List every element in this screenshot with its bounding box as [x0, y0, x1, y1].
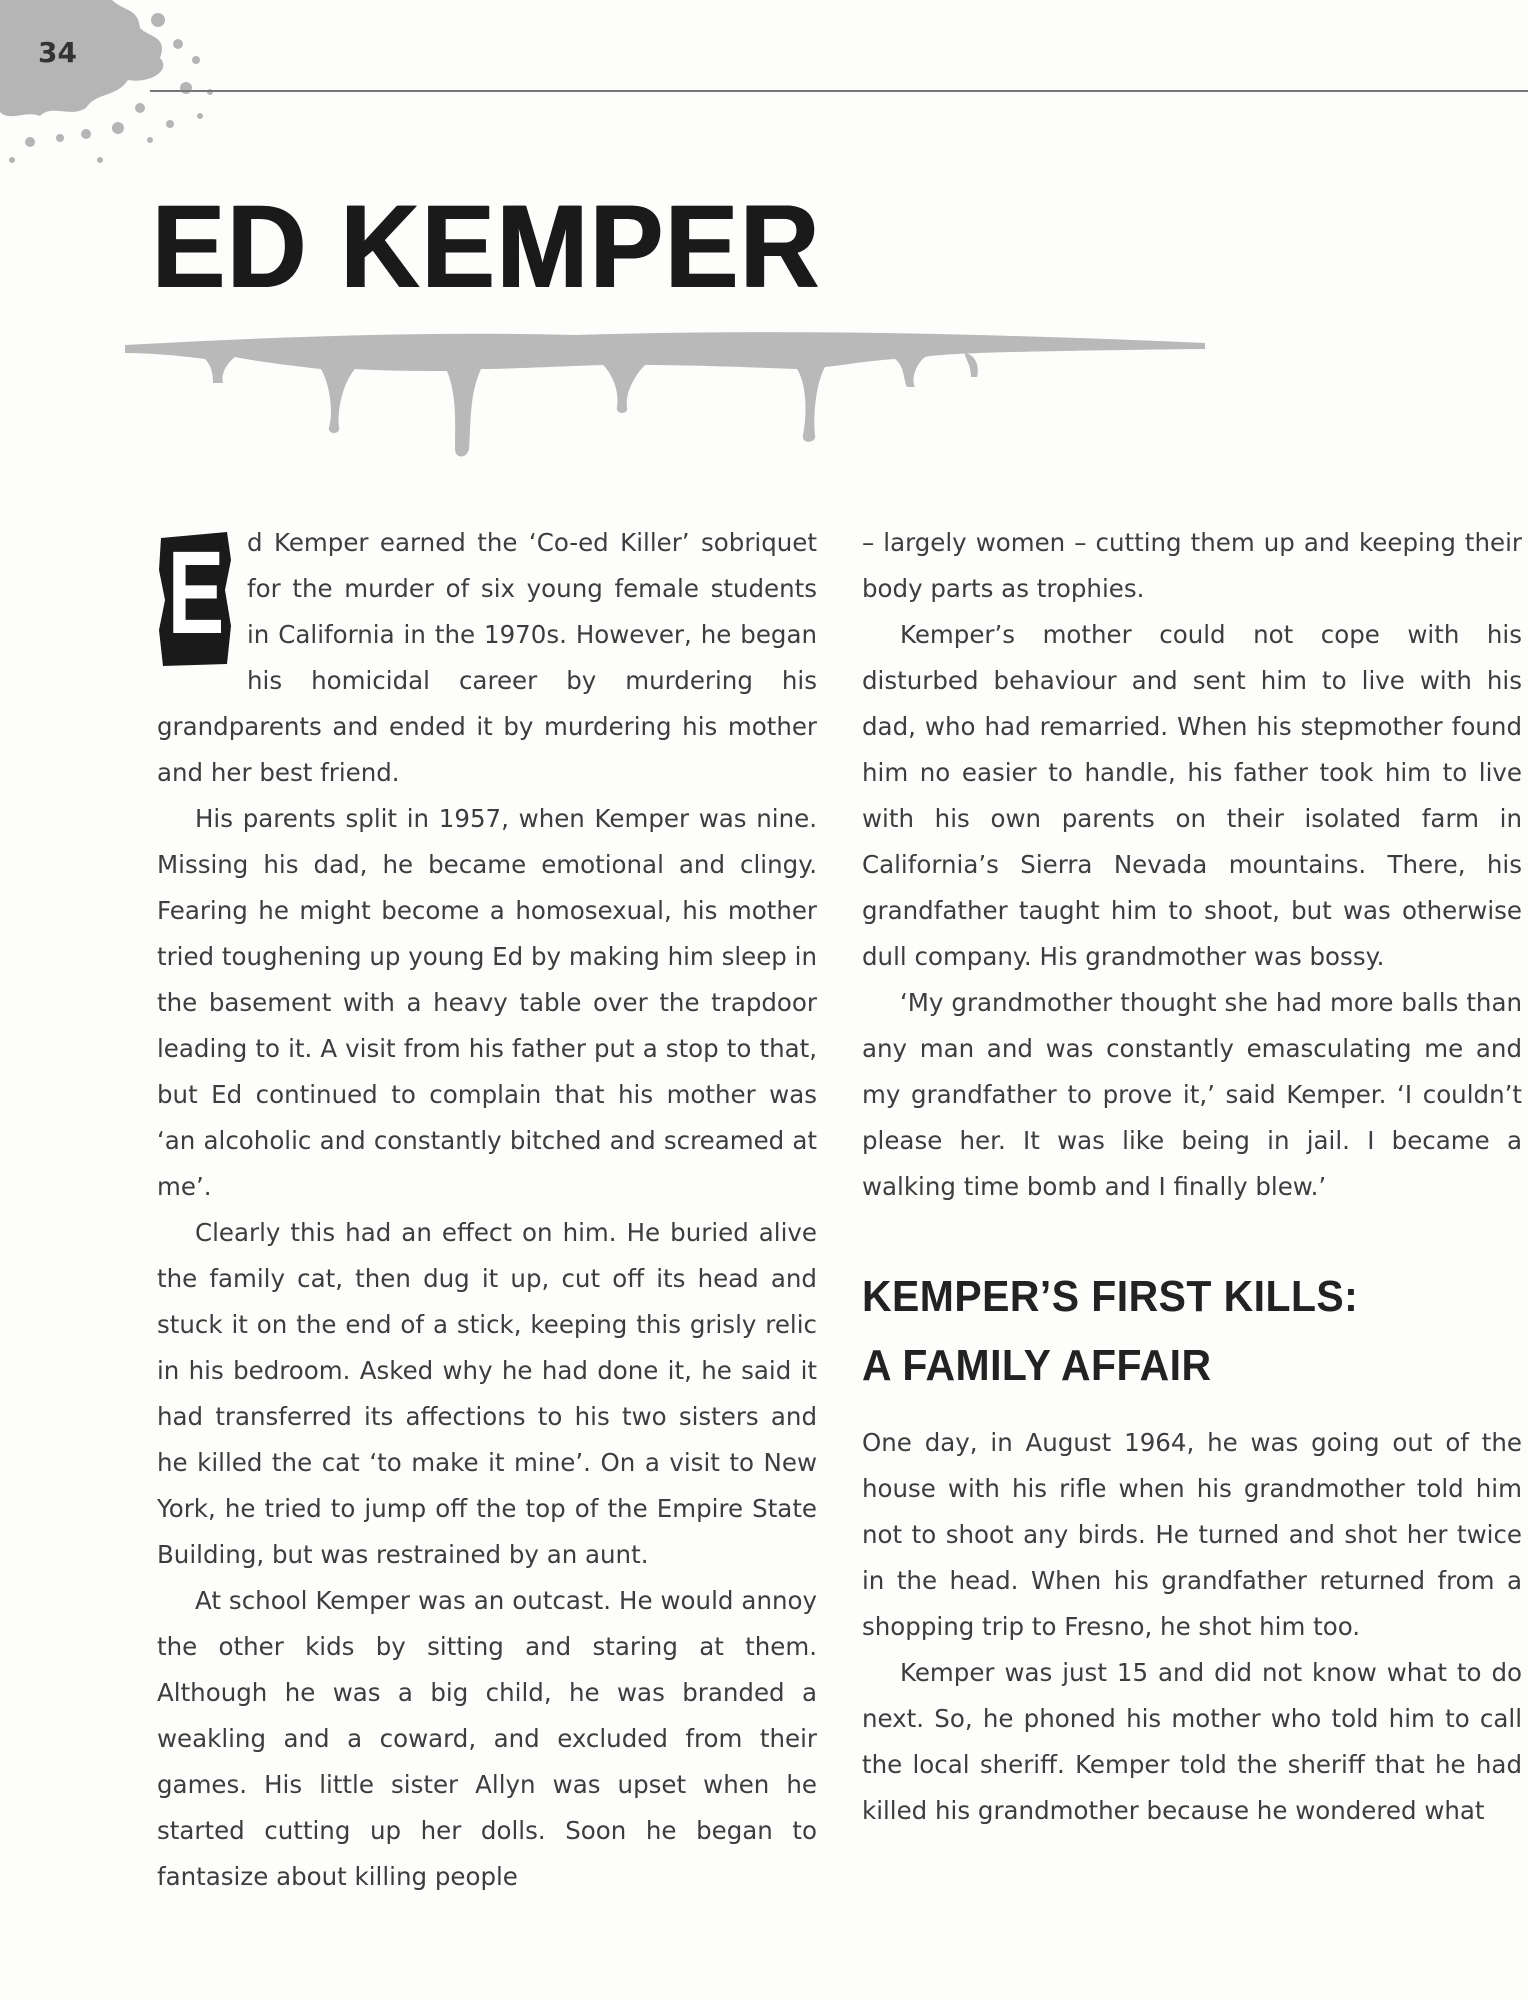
paragraph: Kemper’s mother could not cope with his disturbed behaviour and sent him to live with his dad, who had remarried. When his stepmother found him no easier to handle, his father took him to live with his own parents on their isolated farm in California’s Sierra Nevada mountains. There, his grandfather taught him to shoot, but was otherwise dull company. His grandmother was bossy.: [862, 620, 1522, 971]
paragraph: ‘My grandmother thought she had more balls than any man and was constantly emasculating me and my grandfather to prove it,’ said Kemper. ‘I couldn’t please her. It was like being in jail. I became a walking time bomb and I finally blew.’: [862, 988, 1522, 1201]
section-heading: [862, 1262, 1420, 1400]
drip-shape: [125, 332, 1205, 456]
drip-divider-decoration: [125, 325, 1205, 460]
drop-cap: [157, 527, 233, 668]
paragraph: His parents split in 1957, when Kemper was nine. Missing his dad, he became emotional and clingy. Fearing he might become a homosexual, his mother tried toughening up young Ed by making him sleep in the basement with a heavy table over the trapdoor leading to it. A visit from his father put a stop to that, but Ed continued to complain that his mother was ‘an alcoholic and constantly bitched and screamed at me’.: [157, 804, 817, 1201]
section-heading-line: KEMPER’S FIRST KILLS:: [862, 1272, 1359, 1321]
drop-cap-letter: E: [167, 527, 225, 659]
article-column-left: [157, 520, 817, 1900]
header-rule: [150, 90, 1528, 92]
section-heading-line: A FAMILY AFFAIR: [862, 1341, 1212, 1390]
paragraph: Clearly this had an effect on him. He buried alive the family cat, then dug it up, cut off its head and stuck it on the end of a stick, keeping this grisly relic in his bedroom. Asked why he had done it, he said it had transferred its affections to his two sisters and he killed the cat ‘to make it mine’. On a visit to New York, he tried to jump off the top of the Empire State Building, but was restrained by an aunt.: [157, 1218, 817, 1569]
paragraph: Kemper was just 15 and did not know what to do next. So, he phoned his mother who told him to call the local sheriff. Kemper told the sheriff that he had killed his grandmother because he wondered what: [862, 1658, 1522, 1825]
page-number: 34: [38, 36, 77, 69]
paragraph: – largely women – cutting them up and keeping their body parts as trophies.: [862, 528, 1522, 603]
paragraph: d Kemper earned the ‘Co-ed Killer’ sobriquet for the murder of six young female students in California in the 1970s. However, he began his homicidal career by murdering his grandparents and ended it by murdering his mother and her best friend.: [157, 528, 817, 787]
paragraph: One day, in August 1964, he was going out of the house with his rifle when his grandmother told him not to shoot any birds. He turned and shot her twice in the head. When his grandfather returned from a shopping trip to Fresno, he shot him too.: [862, 1428, 1522, 1641]
splat-shape: [0, 0, 213, 163]
article-column-right: [862, 520, 1522, 1834]
paragraph: At school Kemper was an outcast. He would annoy the other kids by sitting and staring at them. Although he was a big child, he was branded a weakling and a coward, and excluded from their games. His little sister Allyn was upset when he started cutting up her dolls. Soon he began to fantasize about killing people: [157, 1586, 817, 1891]
chapter-title: ED KEMPER: [152, 181, 822, 313]
